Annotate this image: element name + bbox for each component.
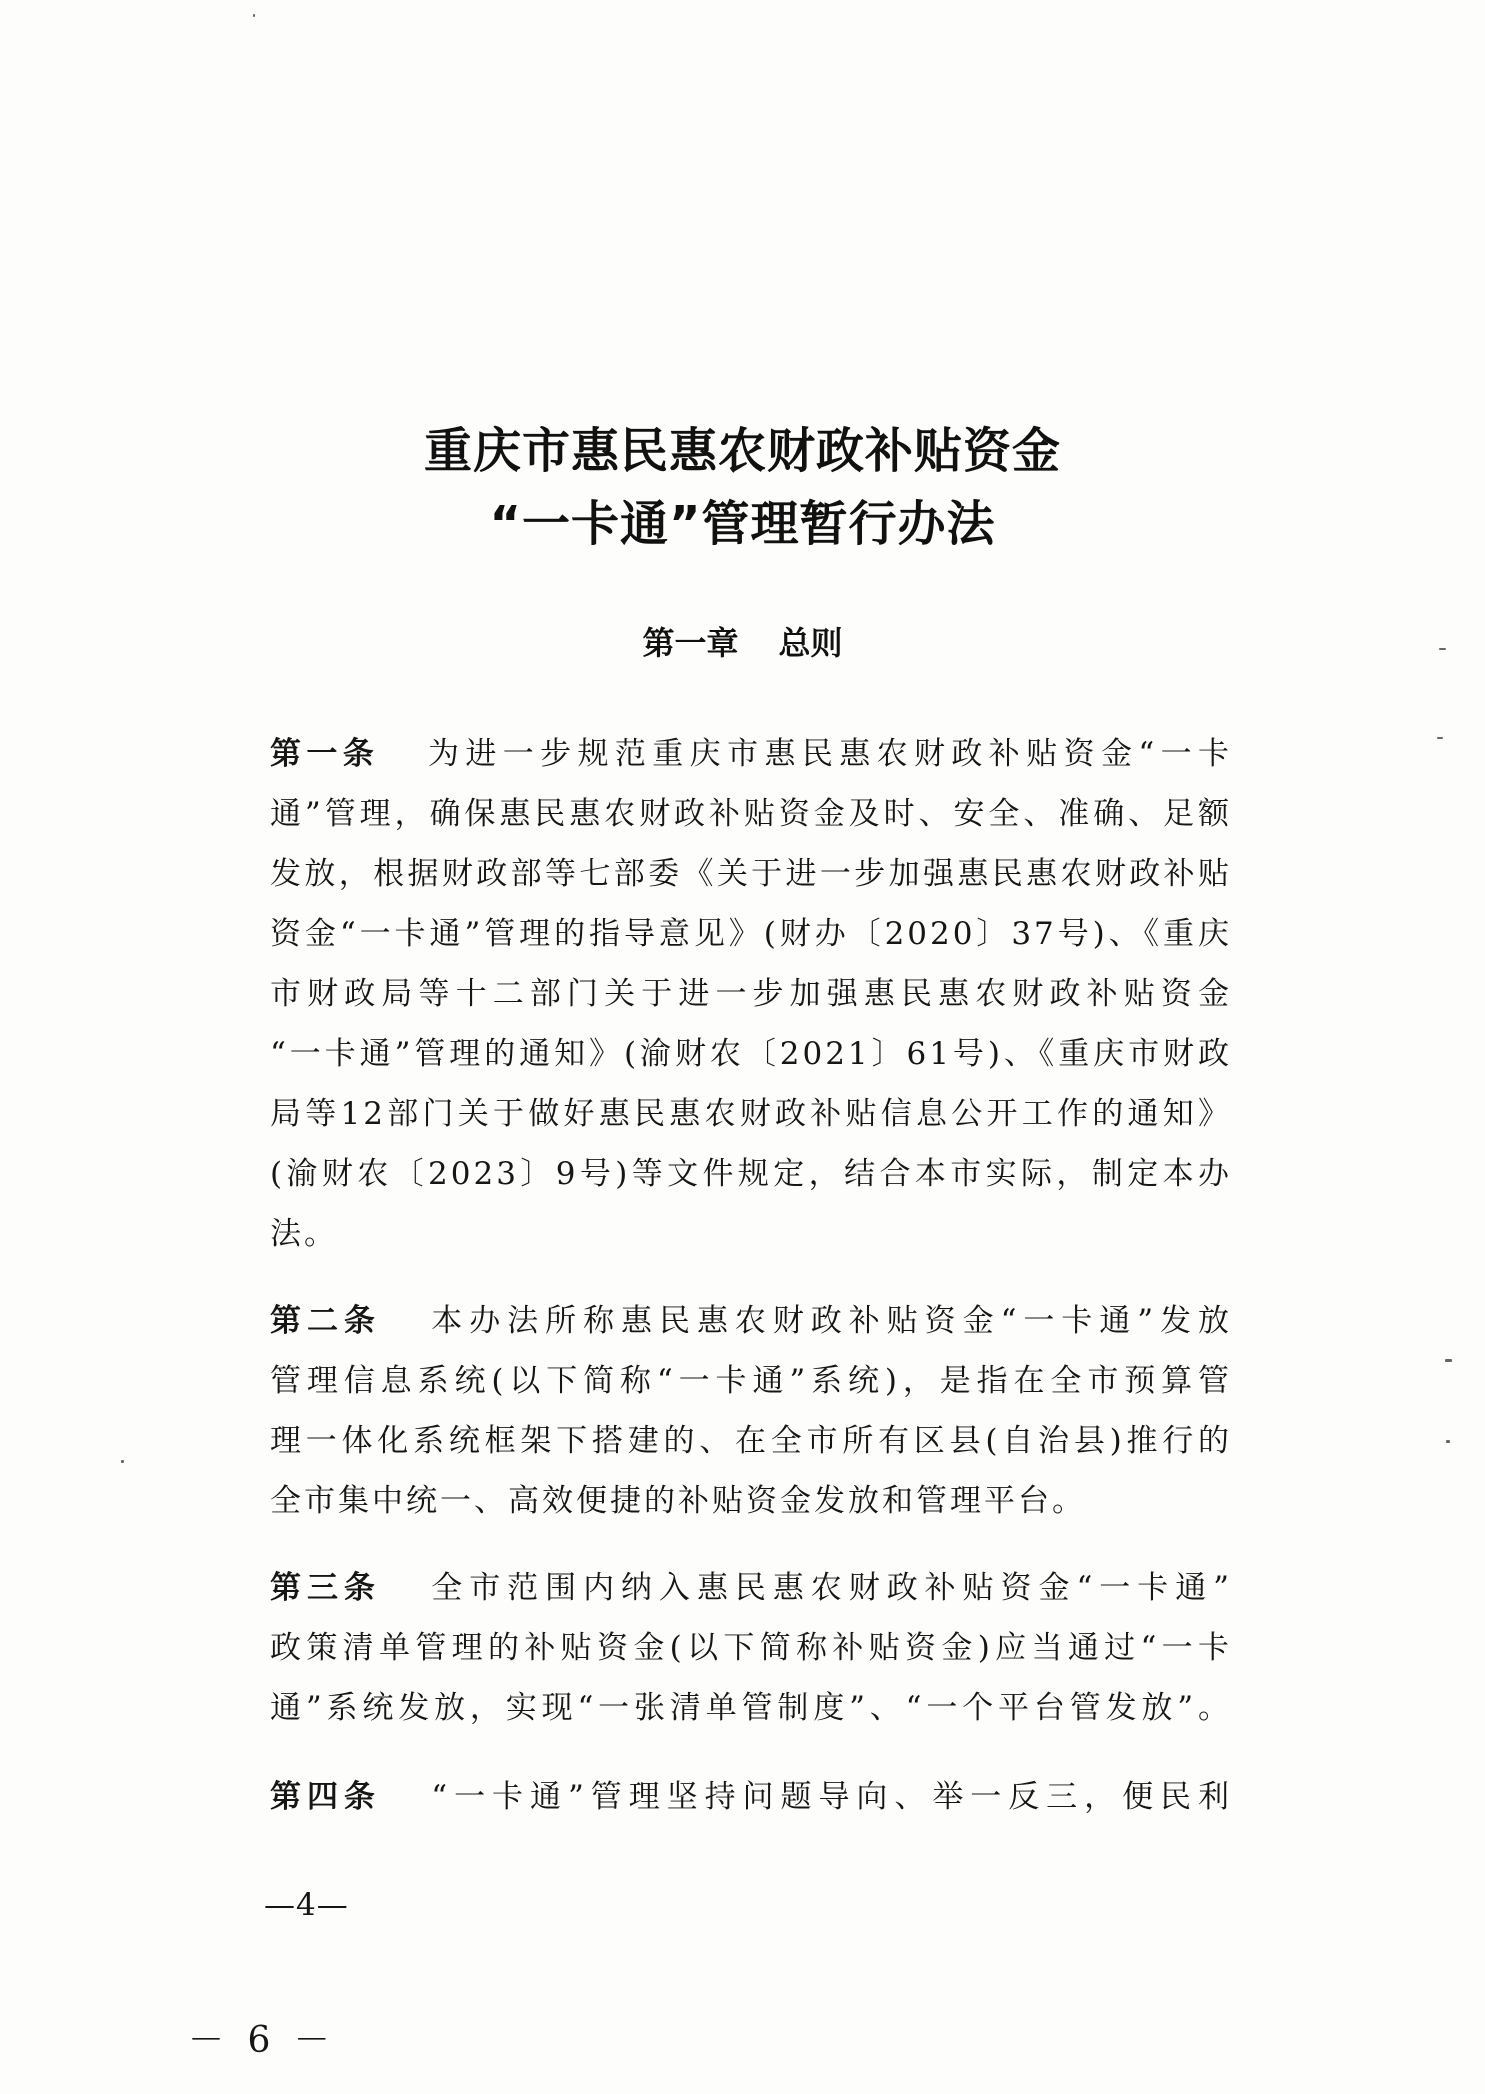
- article-2-line-1: [270, 1295, 1232, 1347]
- scan-speck: [1437, 737, 1443, 739]
- article-3-line-3: 通”系统发放，实现“一张清单管制度”、“一个平台管发放”。: [270, 1690, 1232, 1726]
- article-2-text: 本办法所称惠民惠农财政补贴资金“一卡通”发放: [431, 1303, 1232, 1339]
- scan-speck: [1439, 648, 1446, 650]
- chapter-number: 第一章: [642, 624, 739, 662]
- article-1-line-3: 发放，根据财政部等七部委《关于进一步加强惠民惠农财政补贴: [270, 856, 1232, 892]
- article-1-label: 第一条: [270, 736, 380, 772]
- document-title-line-2: “一卡通”管理暂行办法: [489, 496, 996, 552]
- article-4-label: 第四条: [270, 1779, 381, 1815]
- scan-speck: [253, 14, 255, 17]
- article-4-text: “一卡通”管理坚持问题导向、举一反三，便民利: [431, 1779, 1232, 1815]
- article-1-line-6: “一卡通”管理的通知》(渝财农〔2021〕61号)、《重庆市财政: [270, 1036, 1232, 1072]
- inner-page-number: —4—: [264, 1887, 349, 1923]
- article-2-label: 第二条: [270, 1303, 381, 1339]
- article-1-line-4: 资金“一卡通”管理的指导意见》(财办〔2020〕37号)、《重庆: [270, 916, 1232, 952]
- chapter-heading: [0, 618, 1485, 664]
- article-3-line-1: [270, 1562, 1232, 1614]
- scan-speck: [1445, 1359, 1452, 1362]
- article-1-line-8: (渝财农〔2023〕9号)等文件规定，结合本市实际，制定本办: [270, 1156, 1232, 1192]
- article-3-text: 全市范围内纳入惠民惠农财政补贴资金“一卡通”: [431, 1570, 1232, 1606]
- document-title-line-1: 重庆市惠民惠农财政补贴资金: [423, 423, 1061, 479]
- article-1-line-9: 法。: [270, 1216, 338, 1252]
- scan-speck: [121, 1460, 124, 1463]
- article-2-line-3: 理一体化系统框架下搭建的、在全市所有区县(自治县)推行的: [270, 1423, 1232, 1459]
- article-1-line-5: 市财政局等十二部门关于进一步加强惠民惠农财政补贴资金: [270, 976, 1232, 1012]
- chapter-name: 总则: [778, 624, 843, 662]
- article-1-text: 为进一步规范重庆市惠民惠农财政补贴资金“一卡: [427, 736, 1232, 772]
- article-2-line-2: 管理信息系统(以下简称“一卡通”系统)，是指在全市预算管: [270, 1363, 1232, 1399]
- scan-speck: [1446, 1440, 1450, 1443]
- article-1-line-7: 局等12部门关于做好惠民惠农财政补贴信息公开工作的通知》: [270, 1096, 1232, 1132]
- article-1-line-1: [270, 728, 1232, 780]
- article-3-line-2: 政策清单管理的补贴资金(以下简称补贴资金)应当通过“一卡: [270, 1630, 1232, 1666]
- article-1-line-2: 通”管理，确保惠民惠农财政补贴资金及时、安全、准确、足额: [270, 796, 1232, 832]
- article-3-label: 第三条: [270, 1570, 381, 1606]
- outer-page-number: － 6 －: [188, 2020, 336, 2061]
- article-4-line-1: [270, 1771, 1232, 1823]
- article-2-line-4: 全市集中统一、高效便捷的补贴资金发放和管理平台。: [270, 1483, 1086, 1519]
